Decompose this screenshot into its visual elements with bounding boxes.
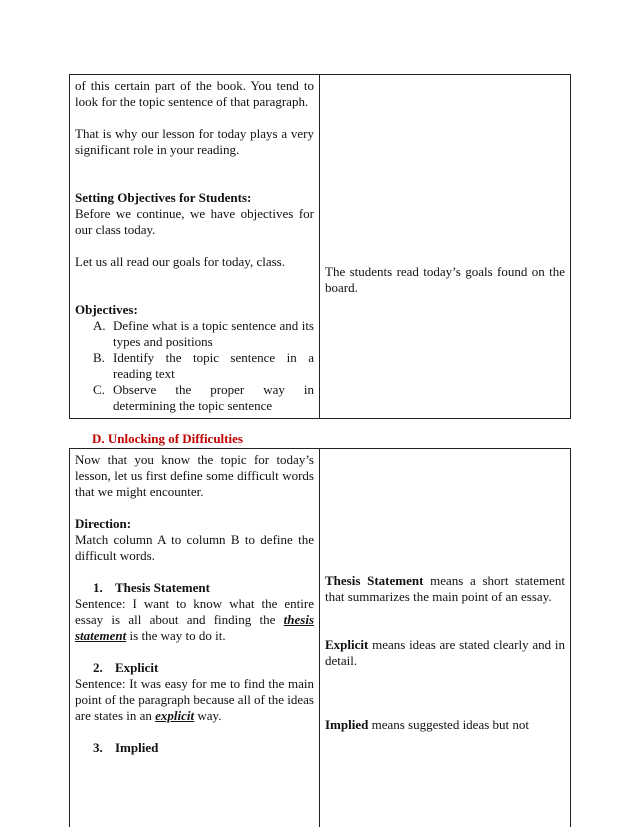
term-explicit: Explicit <box>115 660 159 675</box>
lesson-table-objectives <box>69 74 571 419</box>
direction-text: Match column A to column B to define the difficult words. <box>75 532 314 563</box>
definition-thesis-statement <box>325 573 565 605</box>
list-item <box>93 382 314 414</box>
definition-term: Implied <box>325 717 369 732</box>
item-number: 1. <box>93 580 103 595</box>
sentence-text: Sentence: It was easy for me to find the main point of the paragraph because all of the ideas are states in an <box>75 676 314 723</box>
table-row <box>70 75 570 418</box>
definition-explicit <box>325 637 565 669</box>
list-marker: C. <box>93 382 105 397</box>
intro-paragraph-1: of this certain part of the book. You tend to look for the topic sentence of that paragraph. <box>75 78 314 109</box>
list-item <box>93 350 314 382</box>
objectives-label: Objectives: <box>75 302 138 317</box>
keyword-explicit: explicit <box>155 708 195 723</box>
student-activity-cell <box>320 75 570 418</box>
definition-term: Thesis Statement <box>325 573 424 588</box>
keyword-thesis-statement: thesis statement <box>75 612 314 643</box>
teacher-activity-cell <box>70 75 320 418</box>
definition-term: Explicit <box>325 637 369 652</box>
teacher-activity-cell <box>70 449 320 827</box>
term-thesis-statement: Thesis Statement <box>115 580 210 595</box>
item-number: 2. <box>93 660 103 675</box>
objectives-heading: Setting Objectives for Students: <box>75 190 252 205</box>
intro-paragraph-2: That is why our lesson for today plays a very significant role in your reading. <box>75 126 314 157</box>
objectives-intro: Before we continue, we have objectives for our class today. <box>75 206 314 237</box>
section-heading-unlocking-difficulties: D. Unlocking of Difficulties <box>92 431 243 446</box>
students-read-goals: The students read today’s goals found on the board. <box>325 264 565 295</box>
direction-label: Direction: <box>75 516 132 531</box>
sentence-thesis-statement <box>75 596 314 644</box>
definition-text: means a short statement that summarizes the main point of an essay. <box>325 573 565 604</box>
table-row <box>70 449 570 827</box>
definition-text: means suggested ideas but not <box>368 717 530 732</box>
term-implied: Implied <box>115 740 159 755</box>
vocabulary-intro: Now that you know the topic for today’s lesson, let us first define some difficult words that we might encounter. <box>75 452 314 499</box>
item-number: 3. <box>93 740 103 755</box>
list-marker: A. <box>93 318 106 333</box>
read-goals-instruction: Let us all read our goals for today, class. <box>75 254 285 269</box>
objective-text: Identify the topic sentence in a reading text <box>113 350 314 381</box>
list-item <box>93 318 314 350</box>
sentence-text: Sentence: I want to know what the entire essay is all about and finding the <box>75 596 314 627</box>
student-activity-cell <box>320 449 570 827</box>
sentence-explicit <box>75 676 314 724</box>
objective-text: Define what is a topic sentence and its types and positions <box>113 318 314 349</box>
lesson-table-vocabulary <box>69 448 571 827</box>
objective-text: Observe the proper way in determining the topic sentence <box>113 382 314 413</box>
sentence-text: is the way to do it. <box>126 628 226 643</box>
definition-implied <box>325 717 565 733</box>
definition-text: means ideas are stated clearly and in detail. <box>325 637 565 668</box>
sentence-text: way. <box>194 708 222 723</box>
objectives-list <box>75 318 314 414</box>
list-marker: B. <box>93 350 105 365</box>
